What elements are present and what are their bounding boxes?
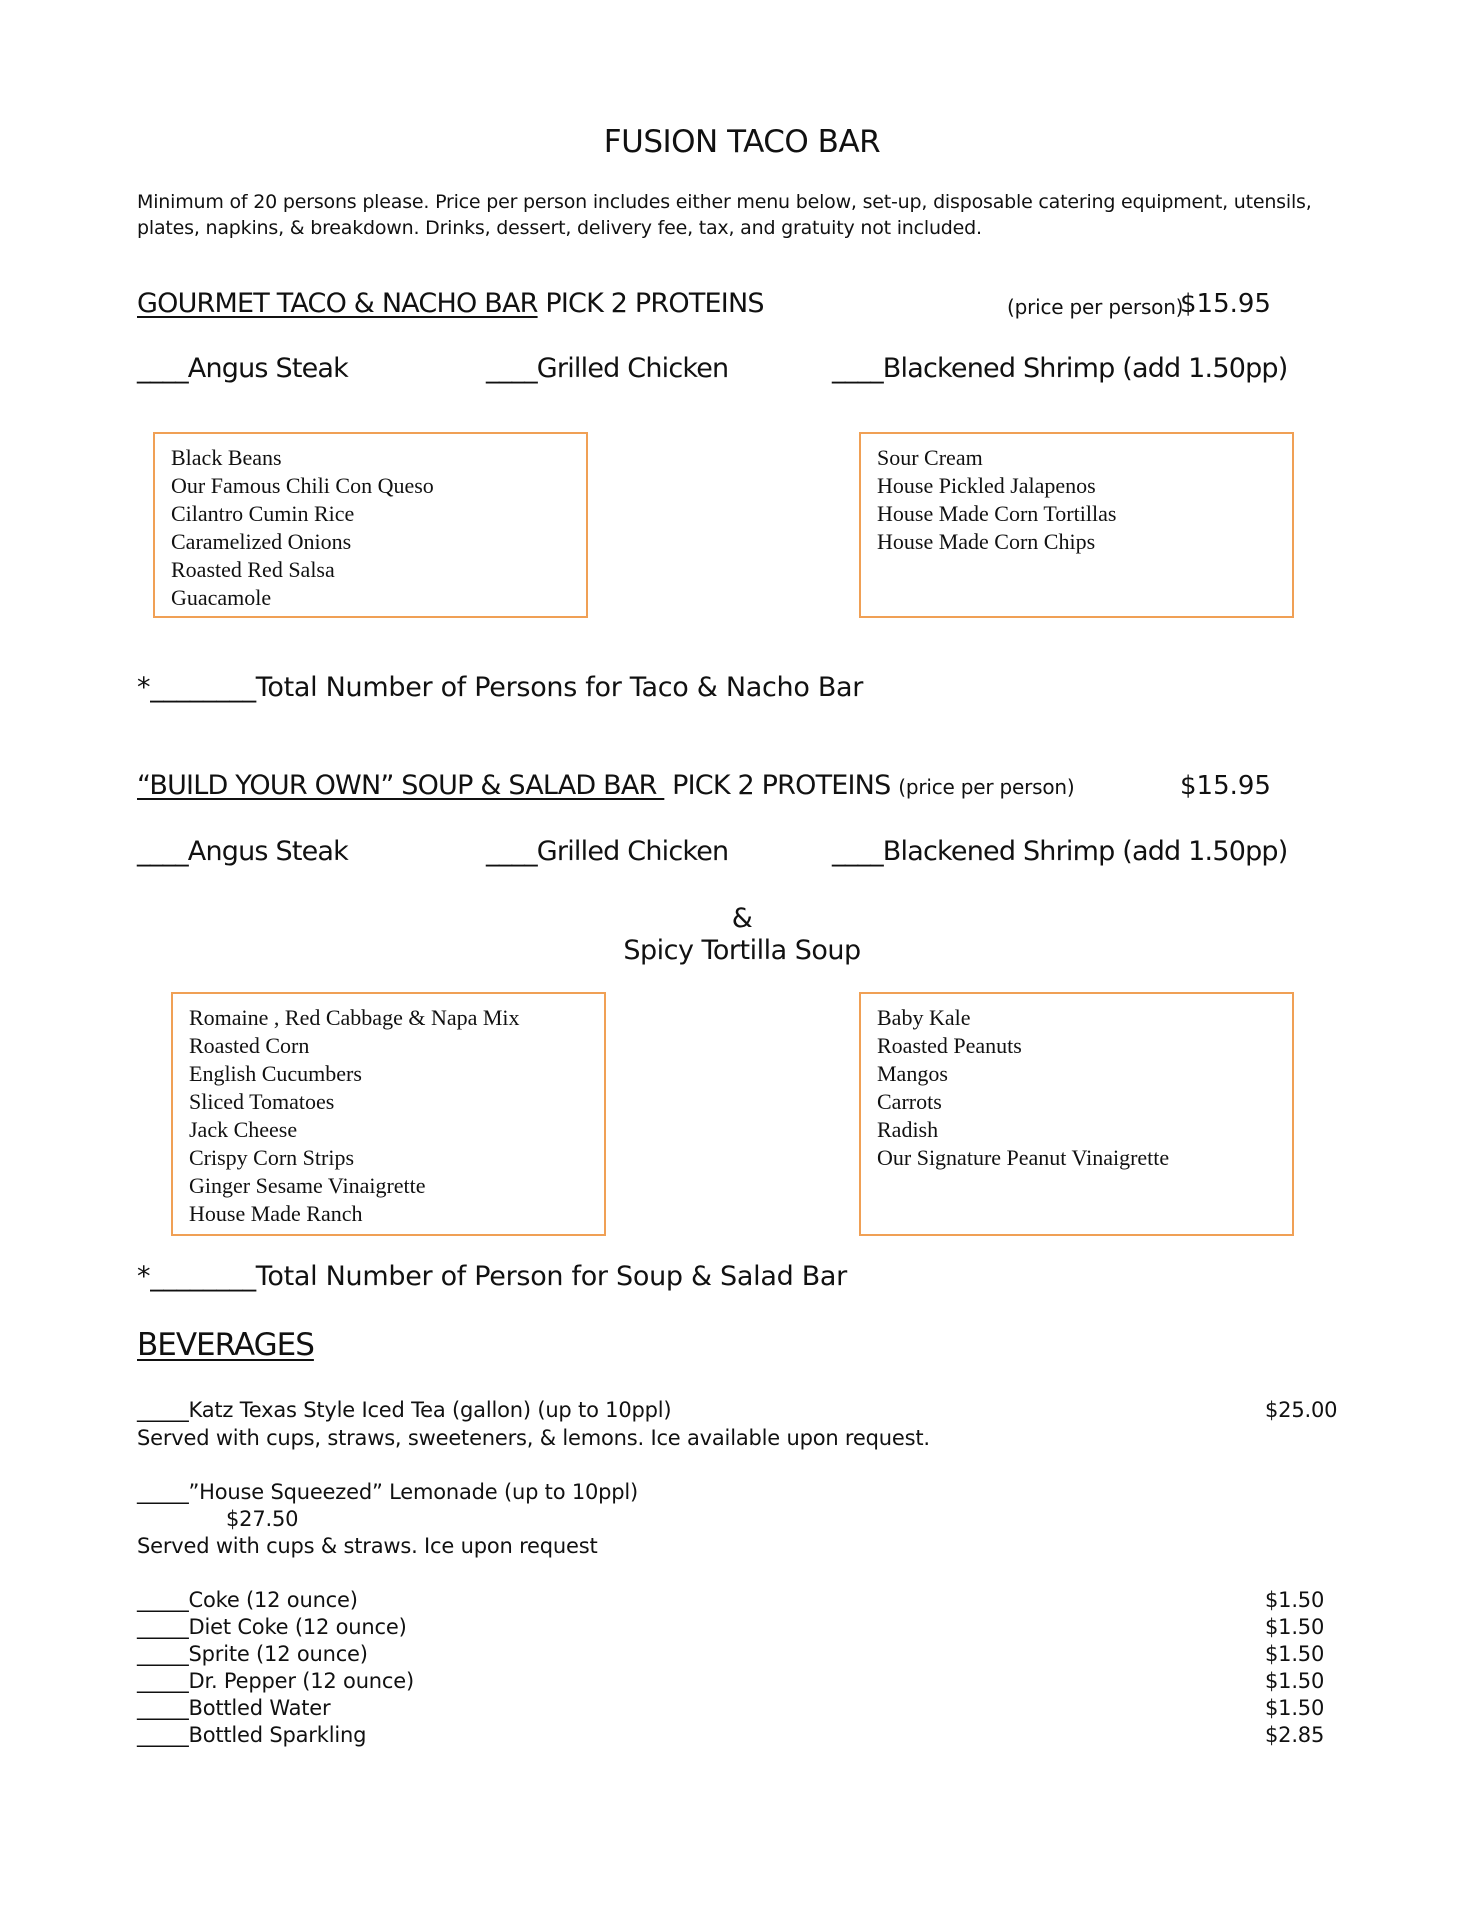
bev-item-bottled-water[interactable]: _____Bottled Water [137, 1696, 331, 1720]
bev-price-coke: $1.50 [1265, 1588, 1325, 1612]
salad-price: $15.95 [1180, 771, 1271, 801]
salad-pick: PICK 2 PROTEINS [672, 770, 891, 801]
list-item: Carrots [877, 1089, 942, 1114]
bev-item-sprite[interactable]: _____Sprite (12 ounce) [137, 1642, 368, 1666]
ampersand: & [731, 903, 753, 934]
taco-price: $15.95 [1180, 289, 1271, 319]
list-item: Mangos [877, 1061, 948, 1086]
salad-protein-chicken[interactable]: ____Grilled Chicken [486, 836, 729, 867]
list-item: Roasted Corn [189, 1033, 310, 1058]
lemonade-note: Served with cups & straws. Ice upon request [137, 1534, 598, 1558]
salad-heading [137, 770, 1075, 801]
taco-protein-shrimp[interactable]: ____Blackened Shrimp (add 1.50pp) [832, 353, 1288, 384]
bev-price-bottled-sparkling: $2.85 [1265, 1723, 1325, 1747]
bev-price-dr-pepper: $1.50 [1265, 1669, 1325, 1693]
beverages-heading: BEVERAGES [137, 1327, 314, 1363]
soup-name: Spicy Tortilla Soup [623, 935, 861, 966]
salad-price-note: (price per person) [898, 775, 1075, 799]
list-item: Our Famous Chili Con Queso [171, 473, 434, 498]
lemonade-line[interactable]: _____”House Squeezed” Lemonade (up to 10ppl) [137, 1480, 639, 1504]
taco-count-line[interactable]: *________Total Number of Persons for Taco & Nacho Bar [137, 672, 864, 703]
list-item: House Made Ranch [189, 1201, 363, 1226]
salad-right-box [859, 992, 1294, 1236]
tea-note: Served with cups, straws, sweeteners, & lemons. Ice available upon request. [137, 1426, 930, 1450]
list-item: Radish [877, 1117, 939, 1142]
list-item: Baby Kale [877, 1005, 971, 1030]
bev-price-bottled-water: $1.50 [1265, 1696, 1325, 1720]
taco-pick: PICK 2 PROTEINS [545, 288, 764, 319]
taco-price-note: (price per person) [1007, 295, 1184, 319]
bev-item-dr-pepper[interactable]: _____Dr. Pepper (12 ounce) [137, 1669, 414, 1693]
page-title: FUSION TACO BAR [603, 124, 881, 160]
list-item: Romaine , Red Cabbage & Napa Mix [189, 1005, 520, 1030]
list-item: Crispy Corn Strips [189, 1145, 355, 1170]
taco-protein-angus[interactable]: ____Angus Steak [137, 353, 349, 384]
salad-protein-angus[interactable]: ____Angus Steak [137, 836, 349, 867]
taco-protein-chicken[interactable]: ____Grilled Chicken [486, 353, 729, 384]
bev-item-bottled-sparkling[interactable]: _____Bottled Sparkling [137, 1723, 367, 1747]
bev-price-diet-coke: $1.50 [1265, 1615, 1325, 1639]
list-item: Roasted Peanuts [877, 1033, 1022, 1058]
list-item: House Made Corn Chips [877, 529, 1096, 554]
tea-price: $25.00 [1265, 1398, 1338, 1422]
taco-heading-title: GOURMET TACO & NACHO BAR [137, 288, 538, 319]
salad-count-line[interactable]: *________Total Number of Person for Soup & Salad Bar [137, 1261, 847, 1292]
taco-right-box [859, 432, 1294, 618]
list-item: Cilantro Cumin Rice [171, 501, 355, 526]
list-item: English Cucumbers [189, 1061, 362, 1086]
list-item: Jack Cheese [189, 1117, 298, 1142]
list-item: House Made Corn Tortillas [877, 501, 1117, 526]
salad-heading-title: “BUILD YOUR OWN” SOUP & SALAD BAR [137, 770, 665, 801]
list-item: Roasted Red Salsa [171, 557, 335, 582]
list-item: Caramelized Onions [171, 529, 352, 554]
bev-price-sprite: $1.50 [1265, 1642, 1325, 1666]
list-item: Guacamole [171, 585, 272, 610]
lemonade-price: $27.50 [226, 1507, 299, 1531]
salad-left-box [171, 992, 606, 1236]
bev-item-diet-coke[interactable]: _____Diet Coke (12 ounce) [137, 1615, 407, 1639]
bev-item-coke[interactable]: _____Coke (12 ounce) [137, 1588, 358, 1612]
list-item: Our Signature Peanut Vinaigrette [877, 1145, 1170, 1170]
tea-line[interactable]: _____Katz Texas Style Iced Tea (gallon) (up to 10ppl) [137, 1398, 672, 1422]
intro-text: Minimum of 20 persons please. Price per person includes either menu below, set-up, disposable catering equipment, utensils, plates, napkins, & breakdown. Drinks, dessert, delivery fee, tax, and gratuity not included. [137, 191, 1312, 239]
taco-left-box [153, 432, 588, 618]
list-item: Ginger Sesame Vinaigrette [189, 1173, 426, 1198]
list-item: Black Beans [171, 445, 282, 470]
list-item: Sour Cream [877, 445, 983, 470]
salad-protein-shrimp[interactable]: ____Blackened Shrimp (add 1.50pp) [832, 836, 1288, 867]
list-item: Sliced Tomatoes [189, 1089, 335, 1114]
taco-heading [137, 288, 764, 319]
list-item: House Pickled Jalapenos [877, 473, 1096, 498]
